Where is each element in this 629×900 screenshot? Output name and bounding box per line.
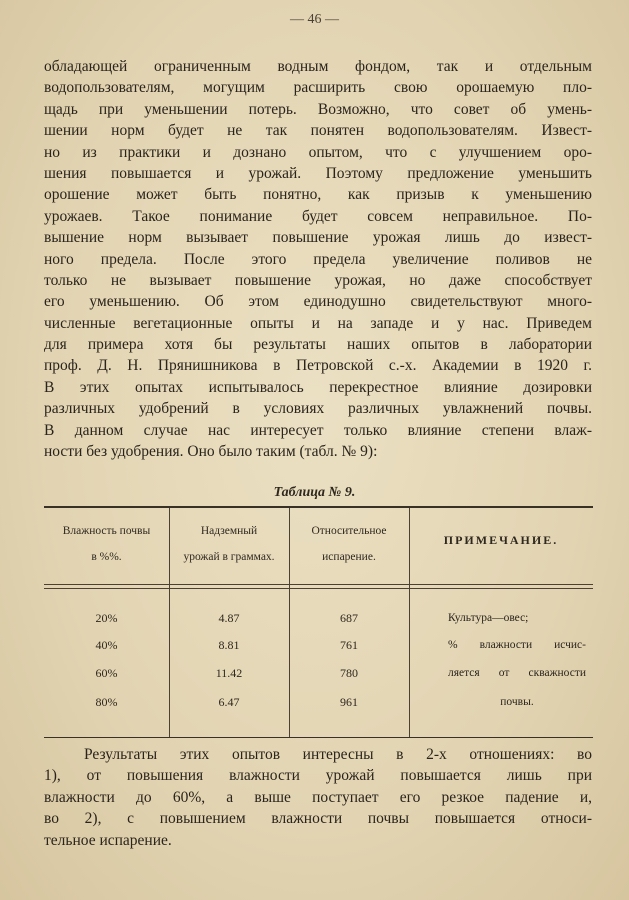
cell-humidity: 20% [95, 611, 118, 625]
text-line: для примера хотя бы результаты наших опытов в лаборатории [44, 336, 592, 354]
remark-line: % влажности исчис- [448, 639, 586, 651]
text-line: орошение может быть понятно, как призыв к уменьшению [44, 186, 592, 204]
header-divider-double [44, 588, 593, 589]
text-line: вышение норм вызывает повышение урожая лишь до извест- [44, 229, 592, 247]
text-line: шении норм будет не так понятен водопользователям. Извест- [44, 122, 592, 140]
text-line: влажности до 60%, а выше поступает его резкое падение и, [44, 788, 592, 806]
text-line: В данном случае нас интересует только влияние степени влаж- [44, 421, 592, 439]
cell-yield: 4.87 [218, 611, 240, 625]
header-humidity: Влажность почвы в %%. [62, 525, 151, 563]
text-line: В этих опытах испытывалось перекрестное влияние дозировки [44, 378, 592, 396]
text-line: тельное испарение. [44, 831, 172, 849]
paragraph-conclusion [44, 744, 592, 851]
text-line: урожаев. Такое понимание будет совсем неправильное. По- [44, 207, 592, 225]
text-line: водопользователям, могущим расширить свою орошаемую пло- [44, 79, 592, 97]
text-line: различных удобрений в условиях различных увлажнений почвы. [44, 400, 592, 418]
header-yield: Надземный урожай в граммах. [183, 525, 275, 563]
text-line: щадь при уменьшении потерь. Возможно, что совет об умень- [44, 100, 592, 118]
text-line: численные вегетационные опыты и на западе и у нас. Приведем [44, 314, 592, 332]
text-line: но из практики и дознано опытом, что с улучшением оро- [44, 143, 592, 161]
cell-humidity: 60% [95, 666, 118, 680]
header-remark: ПРИМЕЧАНИЕ. [443, 533, 559, 547]
cell-evaporation: 761 [340, 638, 358, 652]
cell-yield: 11.42 [215, 666, 243, 680]
text-line: ности без удобрения. Оно было таким (табл. № 9): [44, 443, 378, 461]
text-line: только не вызывает повышение урожая, но даже способствует [44, 271, 592, 289]
cell-evaporation: 961 [340, 695, 358, 709]
table-caption: Таблица № 9. [273, 485, 356, 500]
text-line: обладающей ограниченным водным фондом, так и отдельным [44, 58, 592, 75]
text-line: шения повышается и урожай. Поэтому предложение уменьшить [44, 164, 592, 182]
cell-yield: 6.47 [218, 695, 240, 709]
cell-humidity: 80% [95, 695, 118, 709]
text-line: ного предела. После этого предела увеличение поливов не [44, 250, 592, 268]
text-line: проф. Д. Н. Прянишникова в Петровской с.-х. Академии в 1920 г. [44, 357, 592, 375]
table-9 [44, 506, 593, 738]
text-line: 1), от повышения влажности урожай повышается лишь при [44, 767, 592, 785]
cell-evaporation: 780 [340, 666, 358, 680]
remark-line: ляется от скважности [448, 667, 586, 679]
paragraph-intro [44, 56, 592, 462]
text-line: Результаты этих опытов интересны в 2-х отношениях: во [84, 746, 592, 763]
remark-line: Культура—овес; [448, 612, 529, 624]
cell-evaporation: 687 [340, 611, 358, 625]
cell-humidity: 40% [95, 638, 118, 652]
header-evaporation: Относительное испарение. [311, 525, 387, 563]
cell-yield: 8.81 [218, 638, 240, 652]
header-divider [44, 584, 593, 585]
text-line: его уменьшению. Об этом единодушно свидетельствуют много- [44, 293, 592, 311]
page-number: — 46 — [290, 12, 339, 27]
remark-line: почвы. [500, 696, 534, 708]
text-line: во 2), с повышением влажности почвы повышается относи- [44, 810, 592, 828]
